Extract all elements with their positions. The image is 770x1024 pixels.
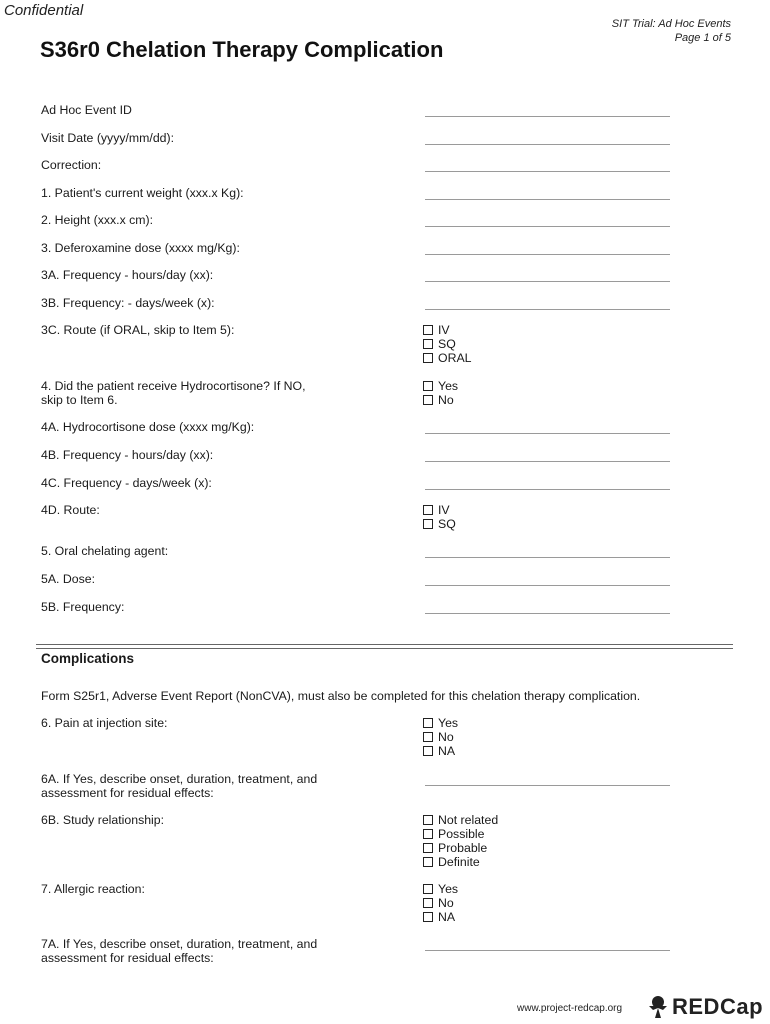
allergic-option-na[interactable]: NA: [423, 910, 458, 924]
route-option-iv[interactable]: IV: [423, 323, 472, 337]
frequency-days-field[interactable]: [425, 309, 670, 310]
redcap-logo-icon: [646, 994, 672, 1020]
field-label-frequency-days: 3B. Frequency: - days/week (x):: [41, 296, 215, 310]
checkbox[interactable]: [423, 505, 433, 515]
section-heading-complications: Complications: [41, 651, 135, 666]
allergic-option-no[interactable]: No: [423, 896, 458, 910]
checkbox[interactable]: [423, 912, 433, 922]
dose-5a-field[interactable]: [425, 585, 670, 586]
hydrocortisone-option-yes[interactable]: Yes: [423, 379, 458, 393]
page-number: Page 1 of 5: [674, 32, 731, 44]
allergic-describe-field[interactable]: [425, 950, 670, 951]
field-label-height: 2. Height (xxx.x cm):: [41, 213, 154, 227]
frequency-4b-field[interactable]: [425, 461, 670, 462]
oral-chelating-agent-field[interactable]: [425, 557, 670, 558]
field-label-5b-frequency: 5B. Frequency:: [41, 600, 125, 614]
route-4d-options: [423, 503, 456, 531]
field-label-pain: 6. Pain at injection site:: [41, 716, 168, 730]
checkbox[interactable]: [423, 746, 433, 756]
field-label-hydrocortisone: 4. Did the patient receive Hydrocortisone? If NO, skip to Item 6.: [41, 379, 306, 407]
complications-note: Form S25r1, Adverse Event Report (NonCVA), must also be completed for this chelation therapy complication.: [41, 689, 641, 703]
hydrocortisone-dose-field[interactable]: [425, 433, 670, 434]
field-label-weight: 1. Patient's current weight (xxx.x Kg):: [41, 186, 244, 200]
section-divider: [36, 644, 733, 649]
weight-field[interactable]: [425, 199, 670, 200]
event-id-field[interactable]: [425, 116, 670, 117]
checkbox[interactable]: [423, 339, 433, 349]
relationship-option-probable[interactable]: Probable: [423, 841, 498, 855]
checkbox[interactable]: [423, 519, 433, 529]
frequency-5b-field[interactable]: [425, 613, 670, 614]
route-4d-option-iv[interactable]: IV: [423, 503, 456, 517]
field-label-route-4d: 4D. Route:: [41, 503, 100, 517]
field-label-study-relationship: 6B. Study relationship:: [41, 813, 165, 827]
pain-options: [423, 716, 458, 758]
checkbox[interactable]: [423, 381, 433, 391]
route-4d-option-sq[interactable]: SQ: [423, 517, 456, 531]
hydrocortisone-options: [423, 379, 458, 407]
page-title: S36r0 Chelation Therapy Complication: [40, 37, 444, 62]
deferoxamine-dose-field[interactable]: [425, 254, 670, 255]
footer-url: www.project-redcap.org: [517, 1003, 623, 1014]
field-label-visit-date: Visit Date (yyyy/mm/dd):: [41, 131, 175, 145]
redcap-logo-text: REDCap: [672, 994, 764, 1019]
header-info: [471, 17, 731, 45]
checkbox[interactable]: [423, 395, 433, 405]
trial-name: SIT Trial: Ad Hoc Events: [611, 18, 731, 30]
route-option-oral[interactable]: ORAL: [423, 351, 472, 365]
frequency-hours-field[interactable]: [425, 281, 670, 282]
confidential-label: Confidential: [4, 2, 84, 19]
height-field[interactable]: [425, 226, 670, 227]
field-label-event-id: Ad Hoc Event ID: [41, 103, 132, 117]
checkbox[interactable]: [423, 815, 433, 825]
field-label-5a-dose: 5A. Dose:: [41, 572, 95, 586]
redcap-logo: [646, 994, 763, 1020]
field-label-deferoxamine-dose: 3. Deferoxamine dose (xxxx mg/Kg):: [41, 241, 240, 255]
pain-describe-field[interactable]: [425, 785, 670, 786]
checkbox[interactable]: [423, 732, 433, 742]
route-3c-options: [423, 323, 472, 365]
relationship-option-not-related[interactable]: Not related: [423, 813, 498, 827]
checkbox[interactable]: [423, 898, 433, 908]
field-label-allergic-reaction: 7. Allergic reaction:: [41, 882, 145, 896]
field-label-4c-frequency: 4C. Frequency - days/week (x):: [41, 476, 212, 490]
pain-option-no[interactable]: No: [423, 730, 458, 744]
field-label-correction: Correction:: [41, 158, 102, 172]
checkbox[interactable]: [423, 718, 433, 728]
allergic-options: [423, 882, 458, 924]
hydrocortisone-option-no[interactable]: No: [423, 393, 458, 407]
checkbox[interactable]: [423, 325, 433, 335]
visit-date-field[interactable]: [425, 144, 670, 145]
checkbox[interactable]: [423, 884, 433, 894]
relationship-option-possible[interactable]: Possible: [423, 827, 498, 841]
checkbox[interactable]: [423, 843, 433, 853]
checkbox[interactable]: [423, 857, 433, 867]
field-label-allergic-describe: 7A. If Yes, describe onset, duration, treatment, and assessment for residual effects:: [41, 937, 318, 965]
field-label-frequency-hours: 3A. Frequency - hours/day (xx):: [41, 268, 214, 282]
field-label-oral-chelating-agent: 5. Oral chelating agent:: [41, 544, 169, 558]
checkbox[interactable]: [423, 829, 433, 839]
relationship-option-definite[interactable]: Definite: [423, 855, 498, 869]
pain-option-na[interactable]: NA: [423, 744, 458, 758]
checkbox[interactable]: [423, 353, 433, 363]
pain-option-yes[interactable]: Yes: [423, 716, 458, 730]
field-label-pain-describe: 6A. If Yes, describe onset, duration, treatment, and assessment for residual effects:: [41, 772, 318, 800]
field-label-route-3c: 3C. Route (if ORAL, skip to Item 5):: [41, 323, 235, 337]
field-label-4b-frequency: 4B. Frequency - hours/day (xx):: [41, 448, 214, 462]
route-option-sq[interactable]: SQ: [423, 337, 472, 351]
correction-field[interactable]: [425, 171, 670, 172]
frequency-4c-field[interactable]: [425, 489, 670, 490]
allergic-option-yes[interactable]: Yes: [423, 882, 458, 896]
relationship-options: [423, 813, 498, 869]
field-label-hydrocortisone-dose: 4A. Hydrocortisone dose (xxxx mg/Kg):: [41, 420, 255, 434]
